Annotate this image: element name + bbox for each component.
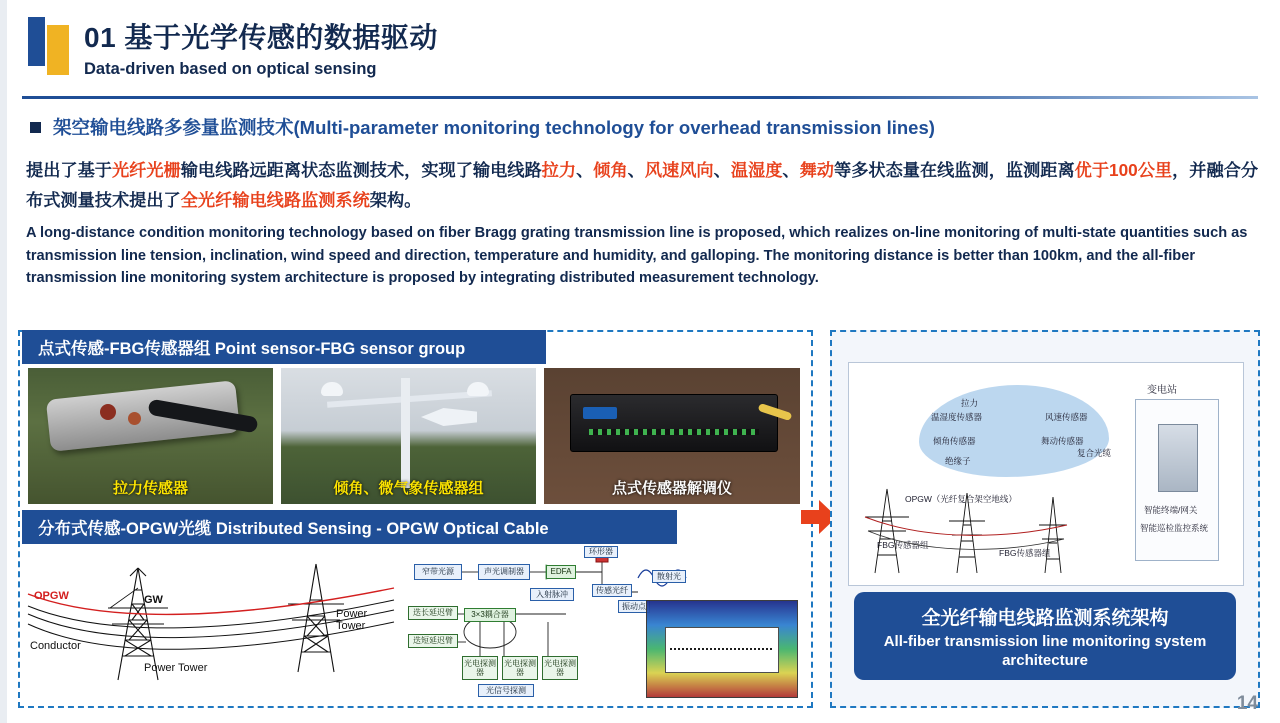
architecture-title-cn: 全光纤输电线路监测系统架构 [921,607,1169,629]
label-composite-cable: 复合光缆 [1077,448,1112,458]
bullet-square-icon [30,122,41,133]
architecture-title-box [854,592,1236,680]
section-heading-label: 架空输电线路多参量监测技术(Multi-parameter monitoring technology for overhead transmission lines) [53,117,935,138]
block-narrowband-source: 窄带光源 [414,564,462,580]
label-power-tower-right: Power Tower [336,608,368,632]
logo-icon [28,17,70,77]
block-photodetector-3: 光电探测器 [542,656,578,680]
tower-row-graphic [857,483,1127,579]
page-number: 14 [1236,693,1258,714]
label-inclination: 倾角传感器 [933,436,976,446]
block-short-delay-arm: 迭短延迟臂 [408,634,458,648]
block-edfa: EDFA [546,565,576,579]
block-aom: 声光调制器 [478,564,530,580]
block-optical-detection: 光信号探测 [478,684,534,697]
block-scattered-light: 散射光 [652,570,686,583]
block-circulator: 环形器 [584,546,618,558]
label-power-tower-left: Power Tower [144,662,208,674]
label-substation: 变电站 [1147,385,1177,396]
tower-row-svg [857,483,1127,579]
inclination-micrometeorology-sensor-photo [281,368,536,504]
photo-strip [28,368,800,504]
label-fbg-group-1: FBG传感器组 [877,540,929,550]
label-galloping: 舞动传感器 [1041,436,1084,446]
slide-header [0,0,1280,98]
label-inspection-system: 智能巡检监控系统 [1140,523,1209,533]
control-cabinet-icon [1158,424,1198,492]
label-smart-terminal: 智能终端/网关 [1144,505,1198,515]
block-3x3-coupler: 3×3耦合器 [464,608,516,622]
label-temp-humidity: 温湿度传感器 [931,412,983,422]
block-long-delay-arm: 迭长延迟臂 [408,606,458,620]
label-fbg-group-2: FBG传感器组 [999,548,1051,558]
fiber-system-schematic [406,548,802,700]
page-title-en: Data-driven based on optical sensing [84,60,377,78]
block-photodetector-1: 光电探测器 [462,656,498,680]
page-title-cn: 01 基于光学传感的数据驱动 [84,22,438,53]
left-edge-strip [0,0,7,723]
substation-box [1135,399,1219,561]
label-wind-speed: 风速传感器 [1045,412,1088,422]
vibration-heatmap-chart [646,600,798,698]
label-conductor: Conductor [30,640,81,652]
point-sensor-tag: 点式传感-FBG传感器组 Point sensor-FBG sensor group [22,330,546,364]
summary-paragraph-cn: 提出了基于光纤光栅输电线路远距离状态监测技术，实现了输电线路拉力、倾角、风速风向、温湿度、舞动等多状态量在线监测，监测距离优于100公里，并融合分布式测量技术提出了全光纤输电线路监测系统架构。 [26,160,1259,210]
architecture-title-en: All-fiber transmission line monitoring system architecture [883,632,1207,669]
system-architecture-diagram [848,362,1244,586]
photo-caption: 倾角、微气象传感器组 [333,480,484,497]
summary-paragraph-en: A long-distance condition monitoring technology based on fiber Bragg grating transmission line is proposed, which realizes on-line monitoring of multi-state quantities such as transmission line tension, inclination, wind speed and direction, temperature and humidity, and galloping. The monitoring distance is better than 100km, and the all-fiber transmission line monitoring system architecture is proposed by integrating distributed measurement technology. [26,225,1248,286]
label-insulator: 绝缘子 [945,456,971,466]
photo-caption: 点式传感器解调仪 [611,480,732,497]
vibration-signal-inset [665,627,779,673]
label-opgw-fiber: OPGW（光纤复合架空地线） [905,494,1017,504]
tension-sensor-photo [28,368,273,504]
diagram-area [26,548,802,700]
label-tension: 拉力 [961,398,979,408]
photo-caption: 拉力传感器 [112,480,188,497]
block-vibration-point: 振动点 [618,600,650,613]
block-incident-pulse: 入射脉冲 [530,588,574,601]
point-sensor-demodulator-photo [544,368,800,504]
block-sensing-fiber: 传感光纤 [592,584,632,597]
label-gw: GW [144,594,163,606]
distributed-sensing-tag: 分布式传感-OPGW光缆 Distributed Sensing - OPGW Optical Cable [22,510,677,544]
section-heading [30,114,935,140]
transmission-tower-diagram [26,548,398,700]
label-opgw: OPGW [34,590,69,602]
block-photodetector-2: 光电探测器 [502,656,538,680]
header-divider [22,96,1258,99]
